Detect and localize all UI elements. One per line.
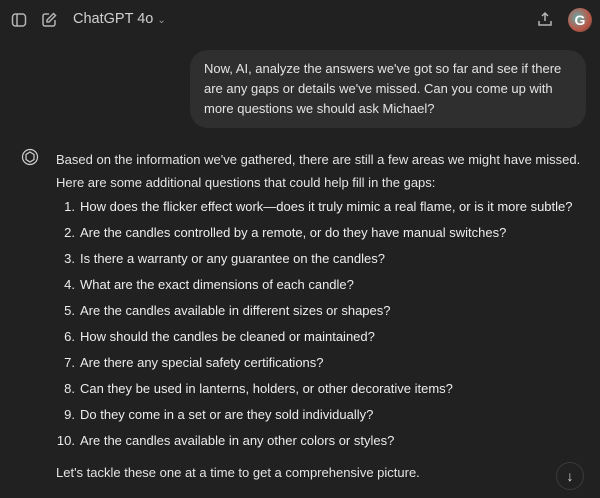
item-number: 6. [64, 329, 75, 344]
item-number: 5. [64, 303, 75, 318]
list-item [56, 248, 596, 274]
item-text: How does the flicker effect work—does it truly mimic a real flame, or is it more subtle? [80, 199, 573, 214]
item-text: Are the candles controlled by a remote, or do they have manual switches? [80, 225, 507, 240]
item-number: 9. [64, 407, 75, 422]
list-item [56, 404, 596, 430]
sidebar-toggle-icon[interactable] [11, 12, 27, 28]
chevron-down-icon: ⌄ [157, 15, 166, 26]
item-text: Are the candles available in any other colors or styles? [80, 433, 395, 448]
item-number: 8. [64, 381, 75, 396]
list-item [56, 430, 596, 456]
item-number: 4. [64, 277, 75, 292]
edit-icon[interactable] [41, 12, 57, 28]
user-message: Now, AI, analyze the answers we've got so far and see if there are any gaps or details we've missed. Can you come up with more questions we should ask Michael? [190, 50, 586, 128]
list-item [56, 222, 596, 248]
avatar[interactable]: G [568, 8, 592, 32]
item-text: Are the candles available in different sizes or shapes? [80, 303, 391, 318]
assistant-message [56, 148, 596, 482]
arrow-down-icon: ↓ [566, 468, 574, 484]
list-item [56, 326, 596, 352]
item-text: What are the exact dimensions of each candle? [80, 277, 354, 292]
model-selector[interactable] [73, 11, 166, 27]
item-text: Do they come in a set or are they sold individually? [80, 407, 374, 422]
scroll-down-button[interactable] [556, 462, 584, 490]
item-number: 3. [64, 251, 75, 266]
list-item [56, 378, 596, 404]
chatgpt-logo-icon [21, 148, 39, 166]
list-item [56, 196, 596, 222]
list-item [56, 300, 596, 326]
item-number: 7. [64, 355, 75, 370]
list-item [56, 352, 596, 378]
item-number: 10. [56, 433, 75, 448]
item-text: Can they be used in lanterns, holders, or other decorative items? [80, 381, 453, 396]
share-icon[interactable] [537, 11, 553, 27]
item-text: How should the candles be cleaned or maintained? [80, 329, 375, 344]
item-text: Is there a warranty or any guarantee on the candles? [80, 251, 385, 266]
item-number: 2. [64, 225, 75, 240]
question-list [56, 196, 596, 456]
item-number: 1. [64, 199, 75, 214]
model-name: ChatGPT 4o [73, 11, 154, 27]
assistant-outro: Let's tackle these one at a time to get a comprehensive picture. [56, 465, 420, 480]
item-text: Are there any special safety certifications? [80, 355, 324, 370]
list-item [56, 274, 596, 300]
assistant-intro: Based on the information we've gathered, there are still a few areas we might have missed. Here are some additional questions that could help fill in the gaps: [56, 152, 581, 190]
header [0, 0, 600, 40]
